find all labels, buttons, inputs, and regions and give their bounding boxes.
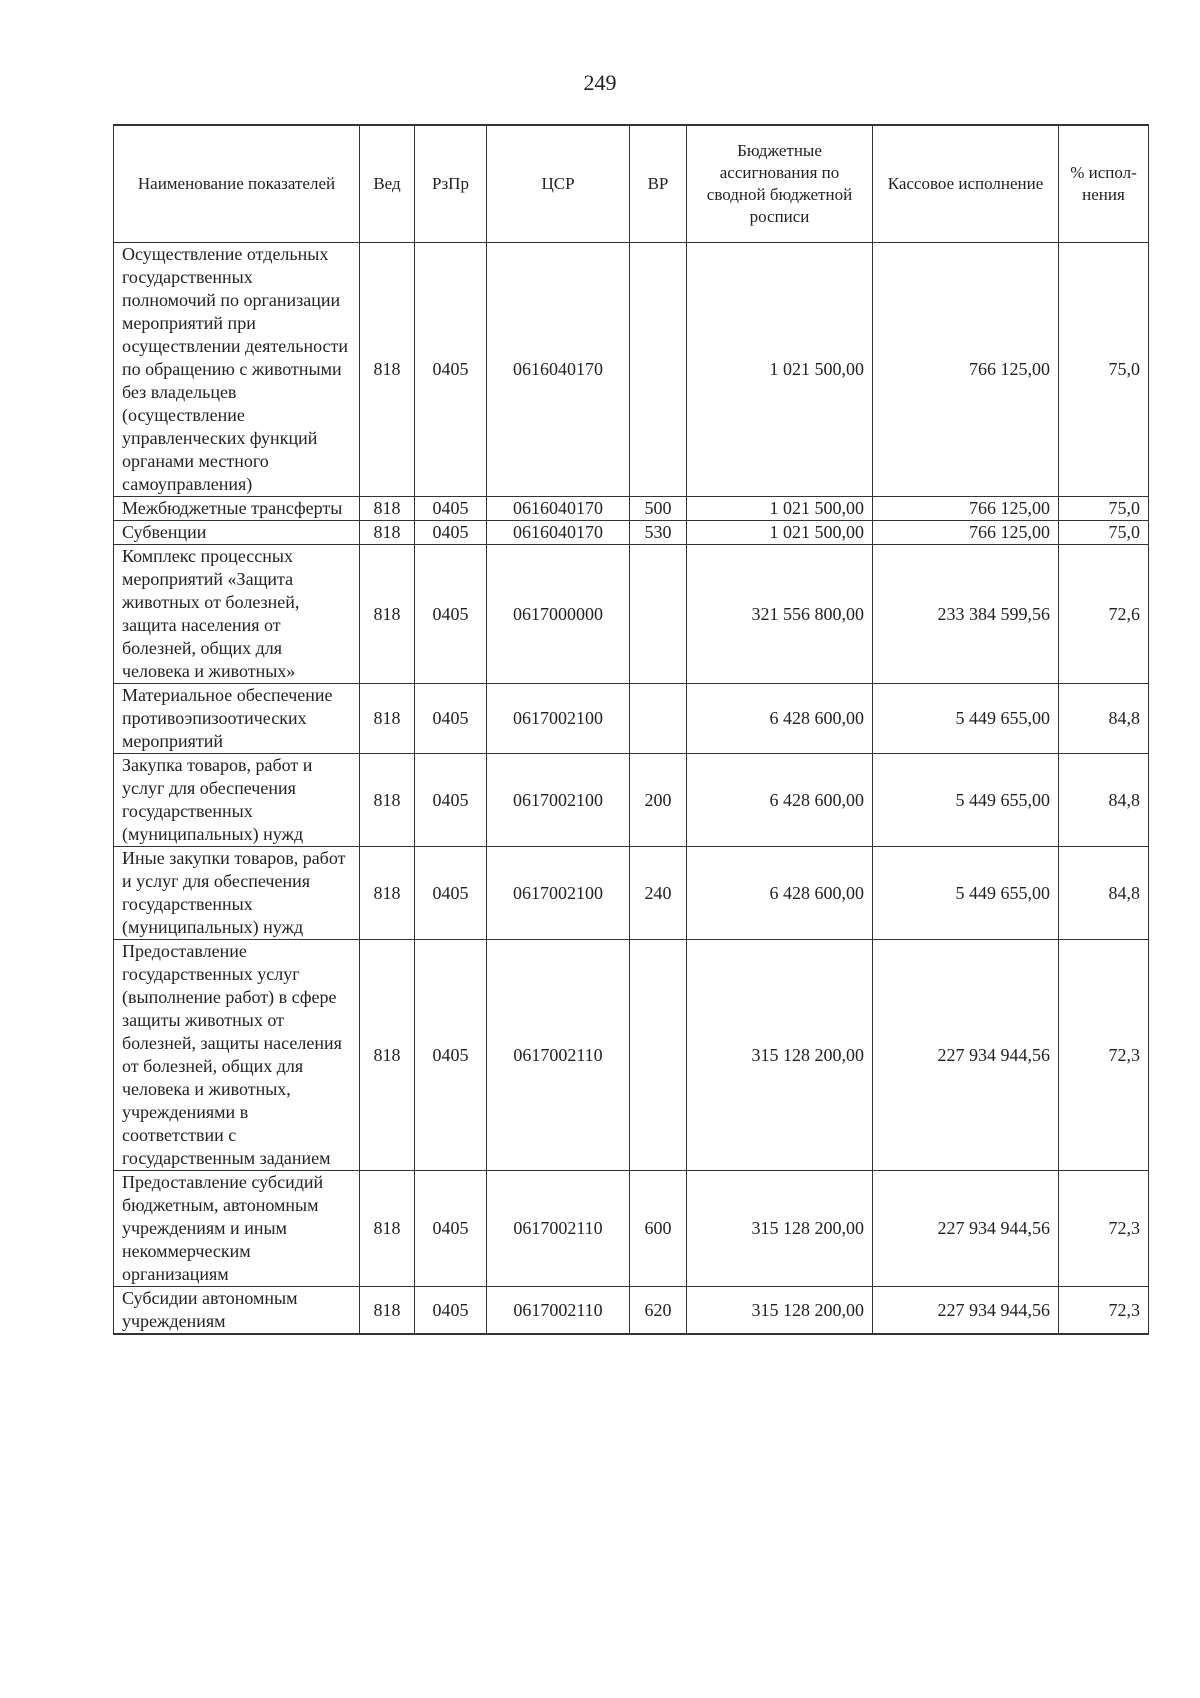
table-row	[114, 684, 1149, 754]
row-name: Межбюджетные трансферты	[114, 497, 360, 521]
row-name: Предоставление государственных услуг (выполнение работ) в сфере защиты животных от болезней, защиты населения от болезней, общих для человека и животных, учреждениями в соответствии с государственным заданием	[114, 940, 360, 1171]
row-ved: 818	[360, 684, 415, 754]
header-csr: ЦСР	[487, 125, 630, 243]
row-vr: 600	[630, 1171, 687, 1287]
page-number: 249	[583, 70, 617, 95]
row-ved: 818	[360, 521, 415, 545]
row-ved: 818	[360, 243, 415, 497]
row-cash-execution: 227 934 944,56	[873, 940, 1059, 1171]
row-cash-execution: 233 384 599,56	[873, 545, 1059, 684]
row-rzpr: 0405	[415, 1287, 487, 1335]
row-assignments: 1 021 500,00	[687, 243, 873, 497]
row-cash-execution: 5 449 655,00	[873, 754, 1059, 847]
row-name: Иные закупки товаров, работ и услуг для обеспечения государственных (муниципальных) нужд	[114, 847, 360, 940]
row-ved: 818	[360, 847, 415, 940]
row-rzpr: 0405	[415, 940, 487, 1171]
row-ved: 818	[360, 940, 415, 1171]
table-row	[114, 497, 1149, 521]
row-csr: 0617002100	[487, 754, 630, 847]
row-assignments: 1 021 500,00	[687, 497, 873, 521]
row-vr: 620	[630, 1287, 687, 1335]
row-vr: 530	[630, 521, 687, 545]
row-name: Предоставление субсидий бюджетным, автономным учреждениям и иным некоммерческим организациям	[114, 1171, 360, 1287]
row-rzpr: 0405	[415, 545, 487, 684]
row-cash-execution: 5 449 655,00	[873, 684, 1059, 754]
row-csr: 0616040170	[487, 497, 630, 521]
row-percent: 72,6	[1059, 545, 1149, 684]
row-name: Материальное обеспечение противоэпизоотических мероприятий	[114, 684, 360, 754]
row-assignments: 315 128 200,00	[687, 940, 873, 1171]
row-percent: 84,8	[1059, 754, 1149, 847]
row-percent: 75,0	[1059, 497, 1149, 521]
header-percent: % испол-нения	[1059, 125, 1149, 243]
row-csr: 0617002110	[487, 940, 630, 1171]
row-cash-execution: 766 125,00	[873, 243, 1059, 497]
header-rzpr: РзПр	[415, 125, 487, 243]
header-assignments: Бюджетные ассигнования по сводной бюджетной росписи	[687, 125, 873, 243]
row-cash-execution: 5 449 655,00	[873, 847, 1059, 940]
row-name: Осуществление отдельных государственных полномочий по организации мероприятий при осуществлении деятельности по обращению с животными без владельцев (осуществление управленческих функций органами местного самоуправления)	[114, 243, 360, 497]
row-assignments: 315 128 200,00	[687, 1171, 873, 1287]
row-name: Субвенции	[114, 521, 360, 545]
row-percent: 75,0	[1059, 521, 1149, 545]
row-cash-execution: 766 125,00	[873, 521, 1059, 545]
row-rzpr: 0405	[415, 754, 487, 847]
row-percent: 72,3	[1059, 1287, 1149, 1335]
table-row	[114, 521, 1149, 545]
row-vr	[630, 940, 687, 1171]
row-vr: 240	[630, 847, 687, 940]
row-ved: 818	[360, 1287, 415, 1335]
row-rzpr: 0405	[415, 497, 487, 521]
table-row	[114, 847, 1149, 940]
header-ved: Вед	[360, 125, 415, 243]
row-name: Комплекс процессных мероприятий «Защита животных от болезней, защита населения от болезней, общих для человека и животных»	[114, 545, 360, 684]
row-csr: 0617002100	[487, 847, 630, 940]
table-row	[114, 545, 1149, 684]
row-ved: 818	[360, 1171, 415, 1287]
row-percent: 72,3	[1059, 1171, 1149, 1287]
row-cash-execution: 227 934 944,56	[873, 1287, 1059, 1335]
row-rzpr: 0405	[415, 243, 487, 497]
row-csr: 0617002110	[487, 1171, 630, 1287]
row-assignments: 6 428 600,00	[687, 684, 873, 754]
table-row	[114, 1287, 1149, 1335]
row-vr	[630, 545, 687, 684]
row-ved: 818	[360, 497, 415, 521]
row-assignments: 1 021 500,00	[687, 521, 873, 545]
table-header-row	[114, 125, 1149, 243]
row-vr: 500	[630, 497, 687, 521]
row-rzpr: 0405	[415, 847, 487, 940]
row-cash-execution: 227 934 944,56	[873, 1171, 1059, 1287]
row-assignments: 315 128 200,00	[687, 1287, 873, 1335]
header-vr: ВР	[630, 125, 687, 243]
row-rzpr: 0405	[415, 1171, 487, 1287]
header-name: Наименование показателей	[114, 125, 360, 243]
row-ved: 818	[360, 545, 415, 684]
row-vr	[630, 243, 687, 497]
row-cash-execution: 766 125,00	[873, 497, 1059, 521]
row-percent: 84,8	[1059, 684, 1149, 754]
table-row	[114, 940, 1149, 1171]
row-csr: 0617000000	[487, 545, 630, 684]
row-csr: 0616040170	[487, 243, 630, 497]
row-ved: 818	[360, 754, 415, 847]
row-rzpr: 0405	[415, 684, 487, 754]
budget-table	[113, 124, 1149, 1335]
table-row	[114, 243, 1149, 497]
row-percent: 84,8	[1059, 847, 1149, 940]
header-cash-execution: Кассовое исполнение	[873, 125, 1059, 243]
table-row	[114, 754, 1149, 847]
row-vr	[630, 684, 687, 754]
row-name: Закупка товаров, работ и услуг для обеспечения государственных (муниципальных) нужд	[114, 754, 360, 847]
row-vr: 200	[630, 754, 687, 847]
row-percent: 75,0	[1059, 243, 1149, 497]
row-name: Субсидии автономным учреждениям	[114, 1287, 360, 1335]
row-assignments: 6 428 600,00	[687, 754, 873, 847]
row-csr: 0616040170	[487, 521, 630, 545]
row-percent: 72,3	[1059, 940, 1149, 1171]
table-row	[114, 1171, 1149, 1287]
row-assignments: 321 556 800,00	[687, 545, 873, 684]
row-assignments: 6 428 600,00	[687, 847, 873, 940]
row-csr: 0617002100	[487, 684, 630, 754]
row-rzpr: 0405	[415, 521, 487, 545]
row-csr: 0617002110	[487, 1287, 630, 1335]
